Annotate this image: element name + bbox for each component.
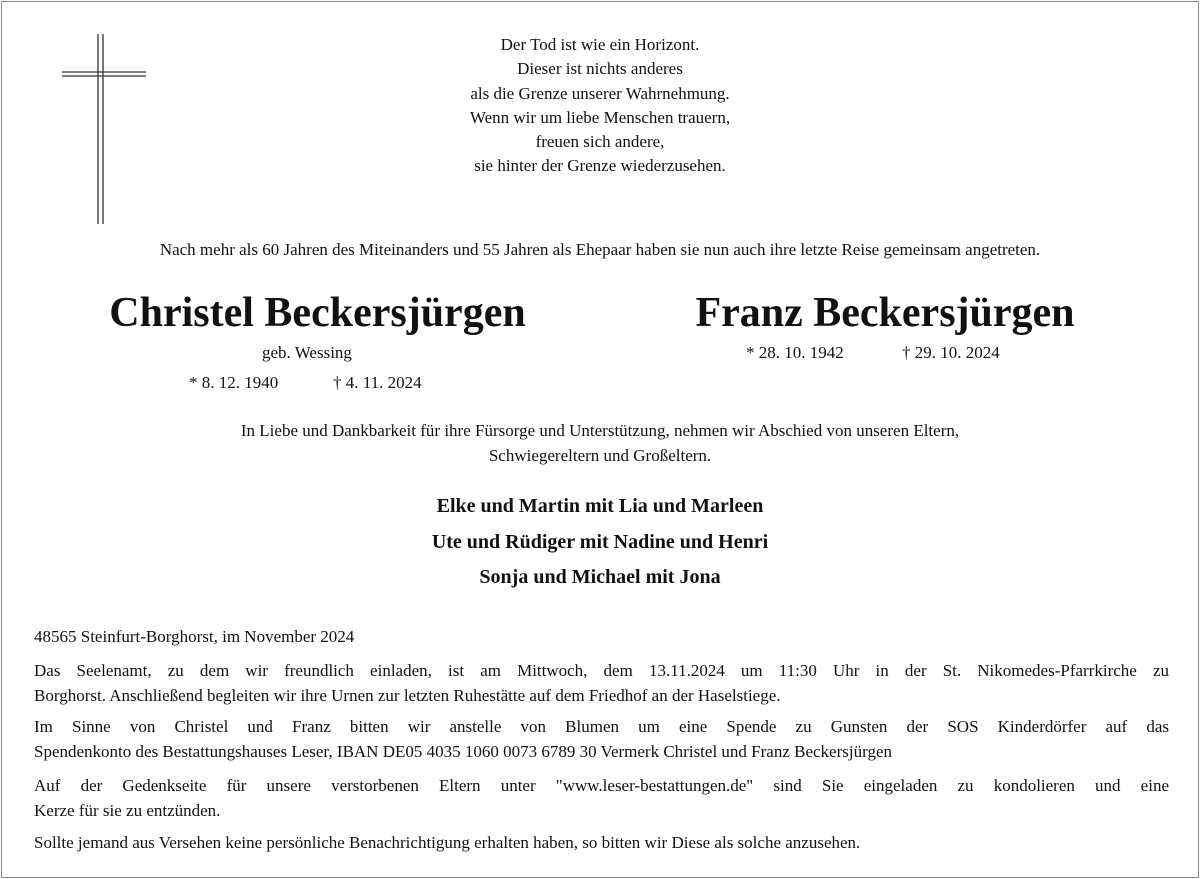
death-date-christel: † 4. 11. 2024	[333, 373, 422, 392]
place-date: 48565 Steinfurt-Borghorst, im November 2024	[34, 627, 355, 646]
paragraph-line: Borghorst. Anschließend begleiten wir ihre Urnen zur letzten Ruhestätte auf dem Friedhof an der Haselstiege.	[34, 686, 781, 705]
deceased-name-christel: Christel Beckersjürgen	[109, 290, 526, 336]
poem	[300, 33, 900, 179]
gratitude-line: In Liebe und Dankbarkeit für ihre Fürsorge und Unterstützung, nehmen wir Abschied von unseren Eltern,	[240, 421, 960, 440]
mourner-line: Elke und Martin mit Lia und Marleen	[436, 495, 764, 517]
paragraph-line: Im Sinne von Christel und Franz bitten wir anstelle von Blumen um eine Spende zu Gunsten der SOS Kinderdörfer auf das	[34, 717, 1169, 736]
mourner-line: Sonja und Michael mit Jona	[479, 566, 721, 588]
paragraph-line: Das Seelenamt, zu dem wir freundlich einladen, ist am Mittwoch, dem 13.11.2024 um 11:30 Uhr in der St. Nikomedes-Pfarrkirche zu	[34, 661, 1169, 680]
birth-date-franz: * 28. 10. 1942	[746, 343, 844, 362]
paragraph-line: Spendenkonto des Bestattungshauses Leser, IBAN DE05 4035 1060 0073 6789 30 Vermerk Christel und Franz Beckersjürgen	[34, 742, 893, 761]
notification-paragraph	[34, 830, 1169, 855]
gratitude-line: Schwiegereltern und Großeltern.	[488, 445, 712, 465]
poem-line: Wenn wir um liebe Menschen trauern,	[469, 107, 731, 127]
intro-text: Nach mehr als 60 Jahren des Miteinanders und 55 Jahren als Ehepaar haben sie nun auch ihre letzte Reise gemeinsam angetreten.	[159, 240, 1041, 259]
paragraph-line: Kerze für sie zu entzünden.	[34, 801, 221, 820]
poem-line: sie hinter der Grenze wiederzusehen.	[474, 156, 726, 176]
poem-line: als die Grenze unserer Wahrnehmung.	[470, 83, 730, 103]
gratitude-text	[0, 419, 1200, 468]
birth-date-christel: * 8. 12. 1940	[189, 373, 279, 392]
service-paragraph	[34, 658, 1169, 708]
mourners-list	[0, 489, 1200, 596]
mourner-line: Ute und Rüdiger mit Nadine und Henri	[431, 530, 769, 553]
paragraph-line: Auf der Gedenkseite für unsere verstorbenen Eltern unter "www.leser-bestattungen.de" sind Sie eingeladen zu kondolieren und eine	[34, 776, 1169, 795]
maiden-name: geb. Wessing	[262, 343, 352, 362]
poem-line: Der Tod ist wie ein Horizont.	[500, 35, 700, 54]
cross-icon	[60, 34, 150, 226]
deceased-name-franz: Franz Beckersjürgen	[695, 290, 1075, 336]
poem-line: Dieser ist nichts anderes	[517, 59, 683, 79]
paragraph-line: Sollte jemand aus Versehen keine persönliche Benachrichtigung erhalten haben, so bitten wir Diese als solche anzusehen.	[34, 833, 861, 852]
death-date-franz: † 29. 10. 2024	[902, 343, 1000, 362]
poem-line: freuen sich andere,	[535, 132, 665, 152]
donation-paragraph	[34, 714, 1169, 764]
memorial-page-paragraph	[34, 773, 1169, 823]
